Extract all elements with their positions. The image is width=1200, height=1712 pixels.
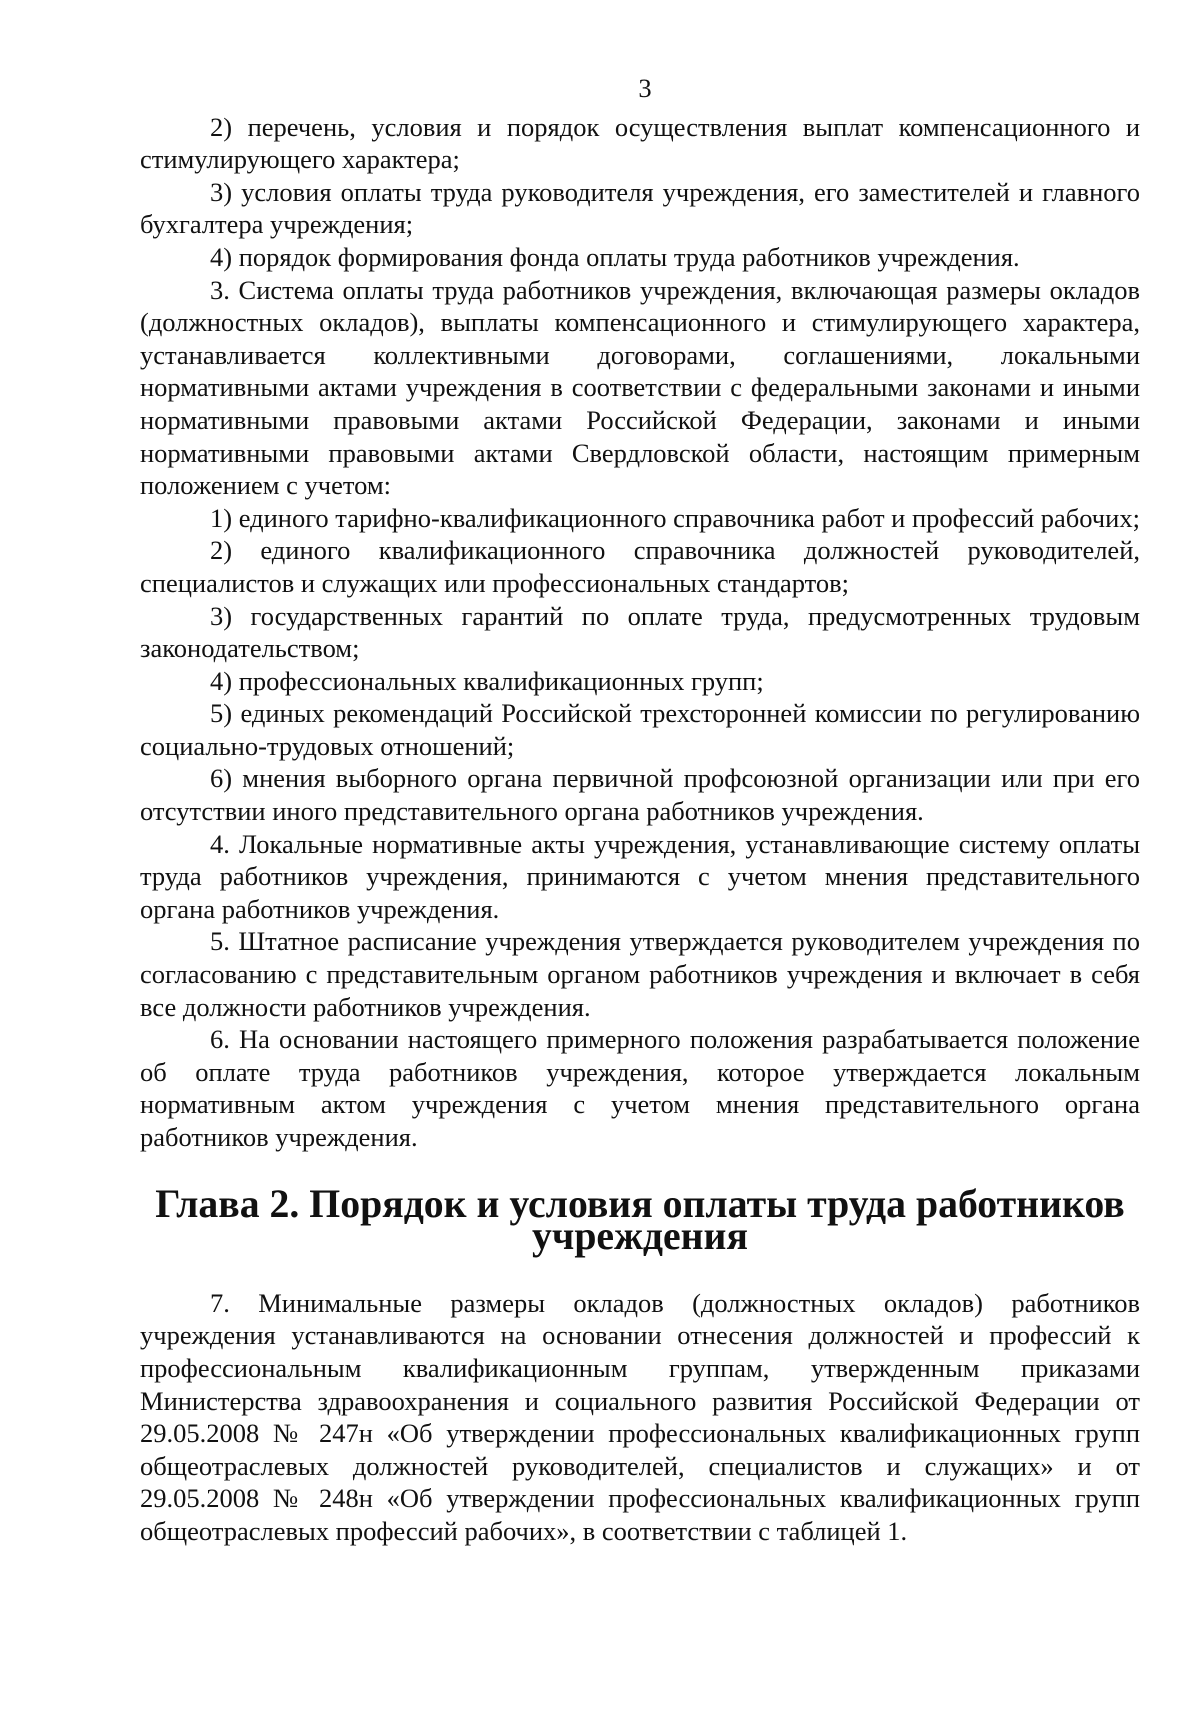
paragraph: 7. Минимальные размеры окладов (должностных окладов) работников учреждения устанавливаются на основании отнесения должностей и профессий к профессиональным квалификационным группам, утвержденным приказами Министерства здравоохранения и социального развития Российской Федерации от 29.05.2008 № 247н «Об утверждении профессиональных квалификационных групп общеотраслевых должностей руководителей, специалистов и служащих» и от 29.05.2008 № 248н «Об утверждении профессиональных квалификационных групп общеотраслевых профессий рабочих», в соответствии с таблицей 1. — [140, 1287, 1140, 1546]
chapter-heading: Глава 2. Порядок и условия оплаты труда работников учреждения — [155, 1181, 1125, 1259]
paragraph: 4) порядок формирования фонда оплаты труда работников учреждения. — [210, 241, 1020, 272]
paragraph: 4) профессиональных квалификационных групп; — [210, 665, 764, 696]
paragraph: 3. Система оплаты труда работников учреждения, включающая размеры окладов (должностных окладов), выплаты компенсационного и стимулирующего характера, устанавливается коллективными договорами, соглашениями, локальными нормативными актами учреждения в соответствии с федеральными законами и иными нормативными правовыми актами Российской Федерации, законами и иными нормативными правовыми актами Свердловской области, настоящим примерным положением с учетом: — [140, 274, 1140, 501]
paragraph: 5) единых рекомендаций Российской трехсторонней комиссии по регулированию социально-трудовых отношений; — [140, 698, 1140, 761]
paragraph: 6. На основании настоящего примерного положения разрабатывается положение об оплате труда работников учреждения, которое утверждается локальным нормативным актом учреждения с учетом мнения представительного органа работников учреждения. — [140, 1024, 1140, 1152]
paragraph: 4. Локальные нормативные акты учреждения, устанавливающие систему оплаты труда работников учреждения, принимаются с учетом мнения представительного органа работников учреждения. — [140, 828, 1140, 924]
paragraph: 2) единого квалификационного справочника должностей руководителей, специалистов и служащих или профессиональных стандартов; — [140, 535, 1140, 598]
document-page — [140, 72, 1140, 1548]
paragraph: 3) условия оплаты труда руководителя учреждения, его заместителей и главного бухгалтера учреждения; — [140, 176, 1140, 240]
paragraph: 2) перечень, условия и порядок осуществления выплат компенсационного и стимулирующего характера; — [140, 111, 1140, 175]
paragraph: 6) мнения выборного органа первичной профсоюзной организации или при его отсутствии иного представительного органа работников учреждения. — [140, 763, 1140, 827]
paragraph: 1) единого тарифно-квалификационного справочника работ и профессий рабочих; — [210, 502, 1140, 533]
paragraph: 5. Штатное расписание учреждения утверждается руководителем учреждения по согласованию с представительным органом работников учреждения и включает в себя все должности работников учреждения. — [140, 926, 1140, 1022]
page-number: 3 — [638, 73, 652, 103]
paragraph: 3) государственных гарантий по оплате труда, предусмотренных трудовым законодательством; — [140, 600, 1140, 664]
